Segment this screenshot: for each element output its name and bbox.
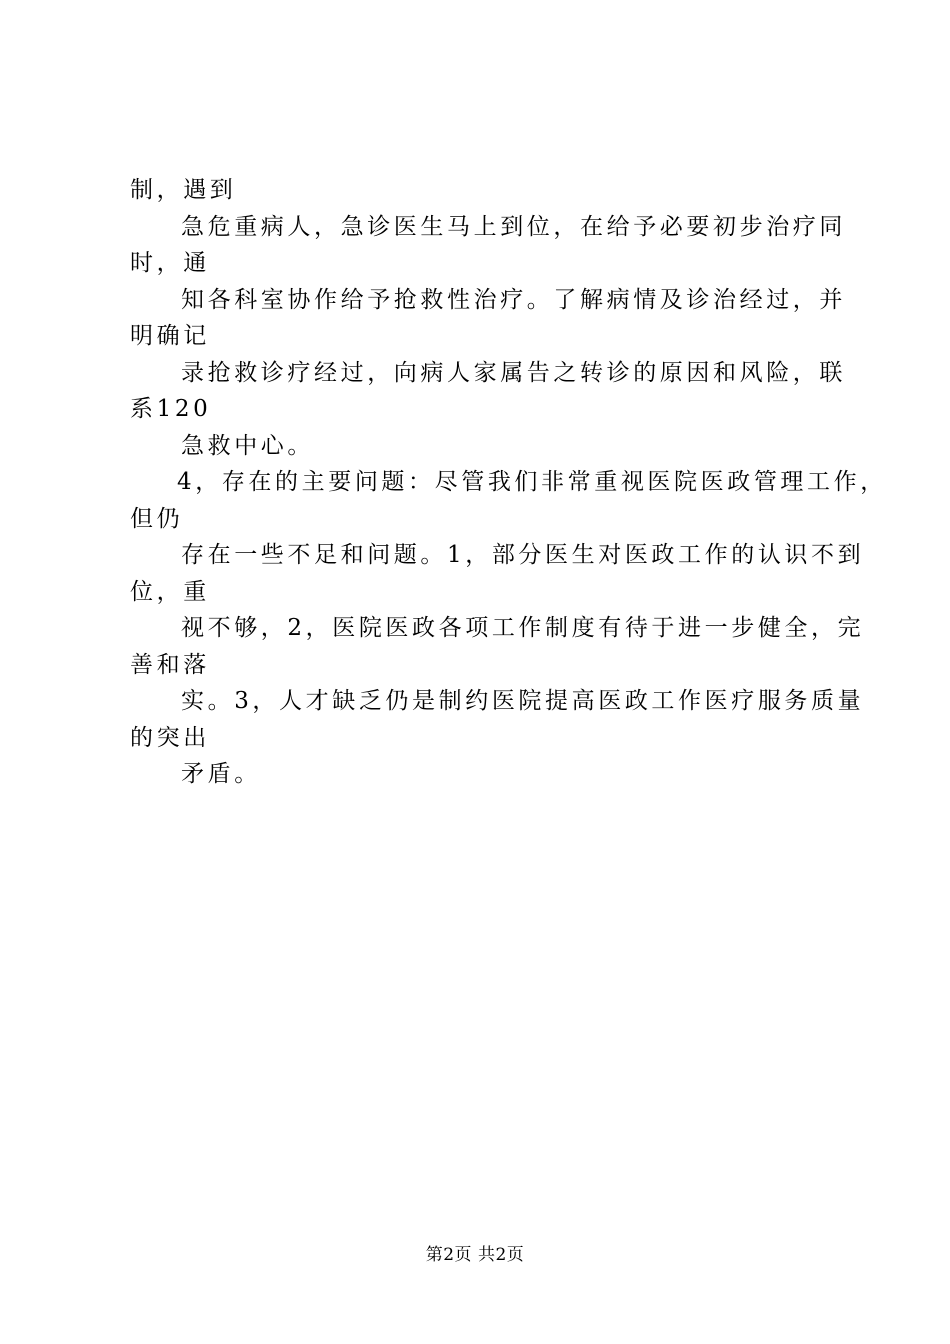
text-line: 急危重病人，急诊医生马上到位，在给予必要初步治疗同 xyxy=(181,213,846,240)
text-line: 但仍 xyxy=(130,505,184,532)
text-line: 系120 xyxy=(130,396,212,422)
text-line: 制，遇到 xyxy=(130,177,237,203)
text-line: 实。3，人才缺乏仍是制约医院提高医政工作医疗服务质量 xyxy=(181,688,865,714)
text-line: 存在一些不足和问题。1，部分医生对医政工作的认识不到 xyxy=(181,542,865,568)
text-line: 矛盾。 xyxy=(181,761,261,787)
text-line: 视不够，2，医院医政各项工作制度有待于进一步健全，完 xyxy=(181,615,865,641)
text-line: 录抢救诊疗经过，向病人家属告之转诊的原因和风险，联 xyxy=(181,359,846,386)
text-line: 位，重 xyxy=(130,578,210,605)
text-line: 知各科室协作给予抢救性治疗。了解病情及诊治经过，并 xyxy=(181,286,846,313)
document-body xyxy=(130,172,887,793)
text-line: 急救中心。 xyxy=(181,432,314,459)
text-line: 明确记 xyxy=(130,323,210,349)
text-line: 的突出 xyxy=(130,724,210,751)
text-line: 时，通 xyxy=(130,250,210,276)
text-line: 4，存在的主要问题：尽管我们非常重视医院医政管理工作， xyxy=(177,469,887,495)
page-number-footer: 第2页 共2页 xyxy=(425,1245,525,1265)
text-line: 善和落 xyxy=(130,651,210,678)
